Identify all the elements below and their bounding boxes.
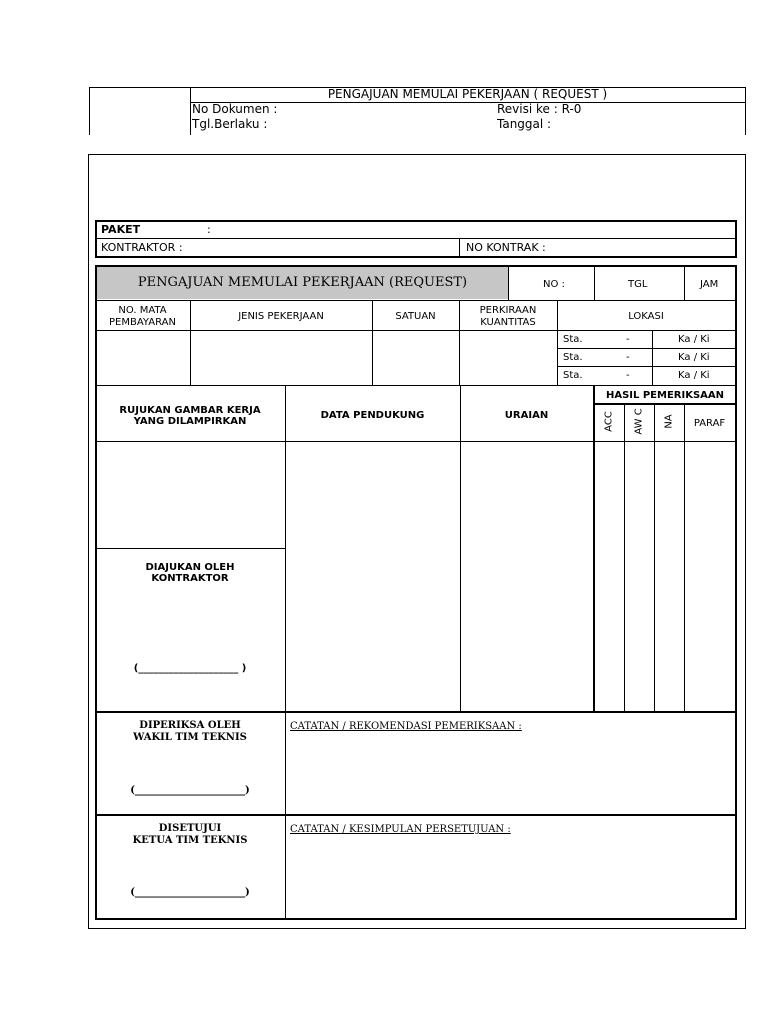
sta-label: Sta. bbox=[563, 352, 583, 363]
sta-label: Sta. bbox=[563, 370, 583, 381]
ka-ki-label: Ka / Ki bbox=[678, 370, 710, 381]
diajukan-label-1: DIAJUKAN OLEH bbox=[145, 562, 235, 573]
form-title: PENGAJUAN MEMULAI PEKERJAAN (REQUEST) bbox=[137, 275, 468, 290]
sta-label: Sta. bbox=[563, 334, 583, 345]
jam-label: JAM bbox=[700, 279, 719, 290]
disetujui-label-1: DISETUJUI bbox=[158, 823, 222, 834]
disetujui-label-2: KETUA TIM TEKNIS bbox=[132, 835, 248, 846]
no-kontrak-label: NO KONTRAK : bbox=[466, 241, 546, 254]
uraian-label: URAIAN bbox=[504, 410, 549, 421]
paket-colon: : bbox=[207, 223, 211, 236]
paket-label: PAKET bbox=[101, 223, 141, 236]
col-perkiraan-1: PERKIRAAN bbox=[479, 305, 537, 316]
tanggal-label: Tanggal : bbox=[497, 117, 552, 131]
diajukan-label-2: KONTRAKTOR bbox=[151, 573, 229, 584]
paraf-label: PARAF bbox=[693, 418, 726, 429]
kontraktor-label: KONTRAKTOR : bbox=[101, 241, 183, 254]
awc-label: AW C bbox=[633, 408, 645, 435]
rujukan-label-2: YANG DILAMPIRKAN bbox=[133, 416, 247, 427]
data-pendukung-label: DATA PENDUKUNG bbox=[320, 410, 425, 421]
col-no-mata-2: PEMBAYARAN bbox=[109, 317, 176, 328]
sta-dash: - bbox=[626, 370, 630, 381]
revisi-label: Revisi ke : R-0 bbox=[497, 102, 582, 116]
na-label: NA bbox=[663, 414, 675, 429]
col-perkiraan-2: KUANTITAS bbox=[480, 317, 536, 328]
col-jenis: JENIS PEKERJAAN bbox=[238, 311, 324, 322]
tgl-label: TGL bbox=[628, 279, 648, 290]
col-satuan: SATUAN bbox=[395, 311, 436, 322]
col-no-mata-1: NO. MATA bbox=[118, 305, 167, 316]
no-label: NO : bbox=[543, 279, 565, 290]
diperiksa-label-2: WAKIL TIM TEKNIS bbox=[133, 732, 247, 743]
disetujui-signature: (______________________) bbox=[130, 887, 250, 898]
col-lokasi: LOKASI bbox=[628, 311, 664, 322]
no-dokumen-label: No Dokumen : bbox=[192, 102, 278, 116]
sta-dash: - bbox=[626, 334, 630, 345]
catatan-rekomendasi: CATATAN / REKOMENDASI PEMERIKSAAN : bbox=[290, 721, 522, 732]
acc-label: ACC bbox=[603, 411, 615, 432]
diperiksa-label-1: DIPERIKSA OLEH bbox=[139, 720, 241, 731]
diajukan-signature: (____________________ ) bbox=[133, 663, 247, 674]
rujukan-label-1: RUJUKAN GAMBAR KERJA bbox=[119, 405, 261, 416]
catatan-kesimpulan: CATATAN / KESIMPULAN PERSETUJUAN : bbox=[290, 824, 511, 835]
ka-ki-label: Ka / Ki bbox=[678, 352, 710, 363]
header-title: PENGAJUAN MEMULAI PEKERJAAN ( REQUEST ) bbox=[327, 87, 608, 101]
tgl-berlaku-label: Tgl.Berlaku : bbox=[192, 117, 268, 131]
hasil-pemeriksaan-label: HASIL PEMERIKSAAN bbox=[605, 390, 725, 401]
ka-ki-label: Ka / Ki bbox=[678, 334, 710, 345]
diperiksa-signature: (______________________) bbox=[130, 785, 250, 796]
sta-dash: - bbox=[626, 352, 630, 363]
